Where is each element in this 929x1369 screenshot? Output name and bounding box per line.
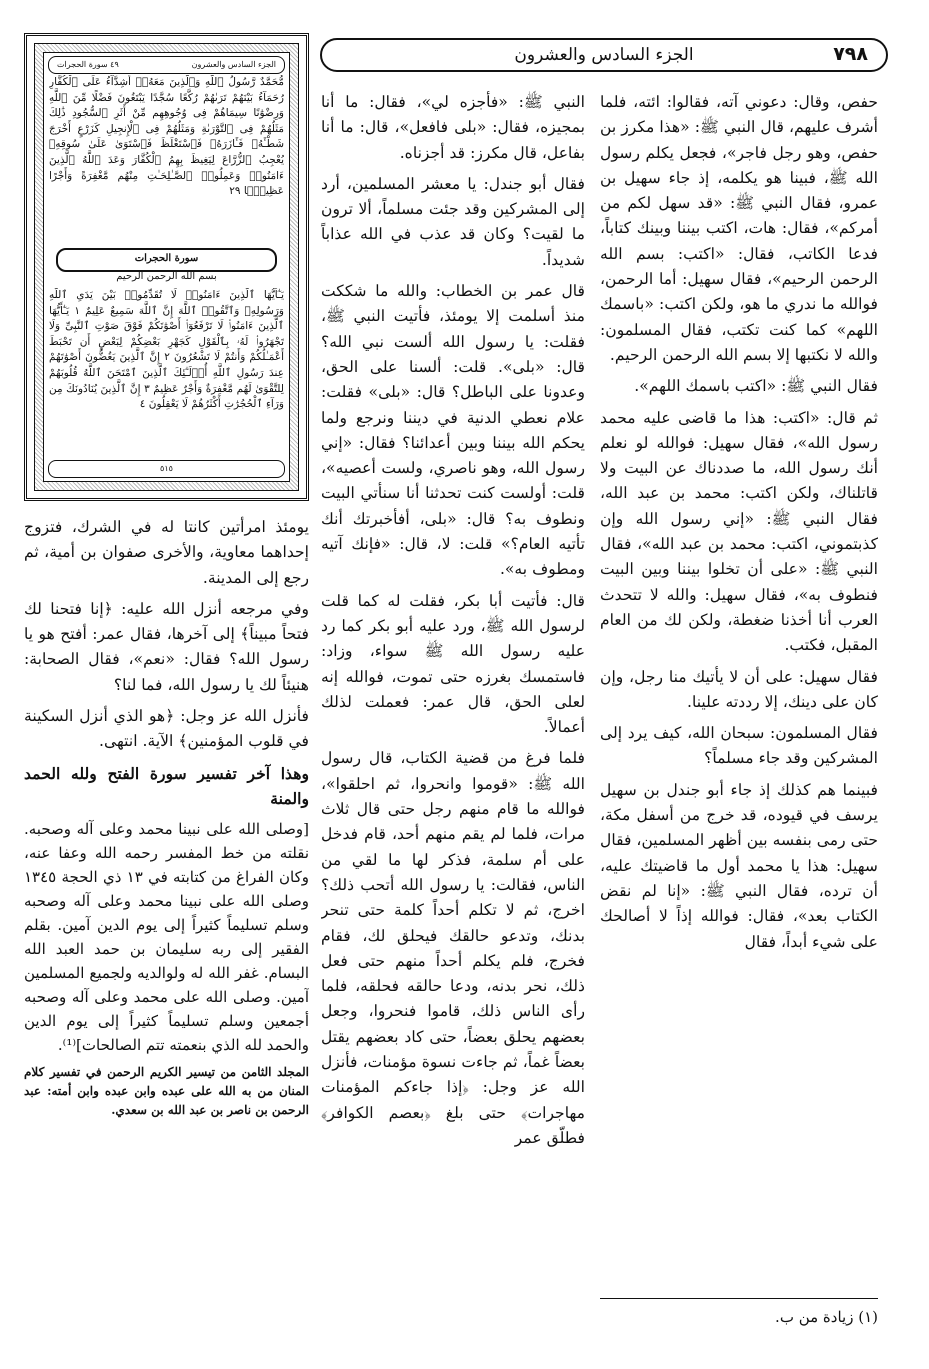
paragraph: فأنزل الله عز وجل: ﴿هو الذي أنزل السكينة في قلوب المؤمنين﴾ الآية. انتهى. xyxy=(24,707,309,751)
paragraph: ثم قال: «اكتب: هذا ما قاضى عليه محمد رسول الله»، فقال سهيل: فوالله لو نعلم أنك رسول الله، ما صددناك عن البيت ولا قاتلناك، ولكن اكتب: محمد بن عبد الله، فقال النبي ﷺ: «إني رسول الله وإن كذبتموني، اكتب: محمد بن عبد الله»، فقال النبي ﷺ: «على أن تخلوا بيننا وبين البيت فنطوف به»، فقال سهيل: والله لا تتحدث العرب أنا أخذنا ضغطة، ولكن لك من العام المقبل، فكتب. xyxy=(600,408,878,655)
surah-closing-heading: وهذا آخر تفسير سورة الفتح ولله الحمد والمنة xyxy=(24,763,309,808)
mushaf-surah-label: ٤٩ سورة الحجرات xyxy=(57,60,119,69)
mushaf-header-band xyxy=(48,56,285,74)
mushaf-border-ornament xyxy=(34,43,299,491)
paragraph: فقال أبو جندل: يا معشر المسلمين، أرد إلى المشركين وقد جئت مسلماً، ألا ترون ما لقيت؟ وكان قد عذب في الله عذاباً شديداً. xyxy=(321,174,585,269)
text-column-middle xyxy=(321,90,585,1345)
page-header xyxy=(320,38,888,72)
footnote: (١) زيادة من ب. xyxy=(775,1308,878,1326)
paragraph: فلما فرغ من قضية الكتاب، قال رسول الله ﷺ: «قوموا وانحروا، ثم احلقوا»، فوالله ما قام منهم رجل حتى قال ثلاث مرات، فلما لم يقم منهم أحد، قام فدخل على أم سلمة، فذكر لها ما لقي من الناس، فقالت: يا رسول الله أتحب ذلك؟ اخرج، ثم لا تكلم أحداً كلمة حتى تنحر بدنك، وتدعو حالقك فيحلق لك، فقام فخرج، فلم يكلم أحداً منهم حتى فعل ذلك، نحر بدنه، ودعا حالقه فحلقه، فلما رأى الناس ذلك، قاموا فنحروا، وجعل بعضهم يحلق بعضاً، حتى كاد بعضهم يقتل بعضاً غماً، ثم جاءت نسوة مؤمنات، فأنزل الله عز وجل: ﴿إذا جاءكم المؤمنات مهاجرات﴾ حتى بلغ ﴿بعصم الكوافر﴾ فطلّق عمر xyxy=(321,749,585,1147)
paragraph: فقال سهيل: على أن لا يأتيك منا رجل، وإن كان على دينك، إلا رددته علينا. xyxy=(600,667,878,711)
basmala: بسم الله الرحمن الرحيم xyxy=(116,271,217,282)
mushaf-page xyxy=(43,52,290,482)
page-number: ٧٩٨ xyxy=(833,43,868,65)
paragraph: يومئذ امرأتين كانتا له في الشرك، فتزوج إحداهما معاوية، والأخرى صفوان بن أمية، ثم رجع إلى المدينة. xyxy=(24,518,309,587)
paragraph: فقال المسلمون: سبحان الله، كيف يرد إلى المشركين وقد جاء مسلماً؟ xyxy=(600,724,878,768)
paragraph: حفص، وقال: دعوني آته، فقالوا: ائته، فلما أشرف عليهم، قال النبي ﷺ: «هذا مكرز بن حفص، وهو رجل فاجر»، فجعل يكلم رسول الله ﷺ، فبينا هو يكلمه، إذ جاء سهيل بن عمرو، فقال النبي ﷺ: «قد سهل لكم من أمركم»، فقال: هات، اكتب بيننا وبينك كتاباً، فدعا الكاتب، فقال: «اكتب: بسم الله الرحمن الرحيم»، فقال سهيل: أما الرحمن، فوالله ما ندري ما هو، ولكن اكتب: «باسمك اللهم» كما كنت تكتب، فقال المسلمون: والله لا نكتبها إلا بسم الله الرحمن الرحيم. xyxy=(600,93,878,364)
part-title: الجزء السادس والعشرون xyxy=(514,45,694,65)
mushaf-page-number: ٥١٥ xyxy=(48,460,285,478)
text-column-left xyxy=(24,515,309,1290)
mushaf-verses-hujurat: يَـٰٓأَيُّهَا ٱلَّذِينَ ءَامَنُوا۟ لَا تُقَدِّمُوا۟ بَيْنَ يَدَىِ ٱللَّهِ وَرَسُولِهِۦ وَٱتَّقُوا۟ ٱللَّهَ إِنَّ ٱللَّهَ سَمِيعٌ عَلِيمٌ ١ يَـٰٓأَيُّهَا ٱلَّذِينَ ءَامَنُوا۟ لَا تَرْفَعُوٓا۟ أَصْوَٰتَكُمْ فَوْقَ صَوْتِ ٱلنَّبِىِّ وَلَا تَجْهَرُوا۟ لَهُۥ بِٱلْقَوْلِ كَجَهْرِ بَعْضِكُمْ لِبَعْضٍ أَن تَحْبَطَ أَعْمَـٰلُكُمْ وَأَنتُمْ لَا تَشْعُرُونَ ٢ إِنَّ ٱلَّذِينَ يَغُضُّونَ أَصْوَٰتَهُمْ عِندَ رَسُولِ ٱللَّهِ أُو۟لَـٰٓئِكَ ٱلَّذِينَ ٱمْتَحَنَ ٱللَّهُ قُلُوبَهُمْ لِلتَّقْوَىٰ لَهُم مَّغْفِرَةٌ وَأَجْرٌ عَظِيمٌ ٣ إِنَّ ٱلَّذِينَ يُنَادُونَكَ مِن وَرَآءِ ٱلْحُجُرَٰتِ أَكْثَرُهُمْ لَا يَعْقِلُونَ ٤ xyxy=(49,289,284,411)
text-column-right xyxy=(600,90,878,1285)
paragraph: وفي مرجعه أنزل الله عليه: ﴿إنا فتحنا لك فتحاً مبيناً﴾ إلى آخرها، فقال عمر: أفتح هو يا رسول الله؟ فقال: «نعم»، فقال الصحابة: هنيئاً لك يا رسول الله، فما لنا؟ xyxy=(24,599,309,694)
surah-title-frame: سورة الحجرات xyxy=(56,248,277,272)
paragraph: قال: فأتيت أبا بكر، فقلت له كما قلت لرسول الله ﷺ، ورد عليه أبو بكر كما رد عليه رسول الله ﷺ سواء، وزاد: فاستمسك بغرزه حتى تموت، فوالله إنه لعلى الحق، قال عمر: فعملت لذلك أعمالاً. xyxy=(321,591,585,737)
paragraph: النبي ﷺ: «فأجزه لي»، فقال: ما أنا بمجيزه، فقال: «بلى فافعل»، قال: ما أنا بفاعل، قال مكرز: قد أجزناه. xyxy=(321,93,585,162)
footnote-divider xyxy=(600,1298,878,1299)
mushaf-verses-fath: مُّحَمَّدٌ رَّسُولُ ٱللَّهِ وَٱلَّذِينَ مَعَهُۥٓ أَشِدَّآءُ عَلَى ٱلْكُفَّارِ رُحَمَآءُ بَيْنَهُمْ تَرَىٰهُمْ رُكَّعًا سُجَّدًا يَبْتَغُونَ فَضْلًا مِّنَ ٱللَّهِ وَرِضْوَٰنًا سِيمَاهُمْ فِى وُجُوهِهِم مِّنْ أَثَرِ ٱلسُّجُودِ ذَٰلِكَ مَثَلُهُمْ فِى ٱلتَّوْرَىٰةِ وَمَثَلُهُمْ فِى ٱلْإِنجِيلِ كَزَرْعٍ أَخْرَجَ شَطْـَٔهُۥ فَـَٔازَرَهُۥ فَٱسْتَغْلَظَ فَٱسْتَوَىٰ عَلَىٰ سُوقِهِۦ يُعْجِبُ ٱلزُّرَّاعَ لِيَغِيظَ بِهِمُ ٱلْكُفَّارَ وَعَدَ ٱللَّهُ ٱلَّذِينَ ءَامَنُوا۟ وَعَمِلُوا۟ ٱلصَّـٰلِحَـٰتِ مِنْهُم مَّغْفِرَةً وَأَجْرًا عَظِيمًۢا ٢٩ xyxy=(49,76,284,198)
paragraph: فقال النبي ﷺ: «اكتب باسمك اللهم». xyxy=(634,377,878,396)
paragraph: فبينما هم كذلك إذ جاء أبو جندل بن سهيل يرسف في قيوده، قد خرج من أسفل مكة، حتى رمى بنفسه بين أظهر المسلمين، فقال سهيل: هذا يا محمد أول ما قاضيتك عليه، أن ترده، فقال النبي ﷺ: «إنا لم نقض الكتاب بعد»، فقال: فوالله إذاً لا أصالحك على شيء أبداً، فقال xyxy=(600,780,878,951)
paragraph: قال عمر بن الخطاب: والله ما شككت منذ أسلمت إلا يومئذ، فأتيت النبي ﷺ، فقلت: يا رسول الله ألست نبي الله؟ قال: «بلى». قلت: ألسنا على الحق، وعدونا على الباطل؟ قال: «بلى» فقلت: علام نعطي الدنية في ديننا ونرجع ولما يحكم الله بيننا وبين أعدائنا؟ فقال: «إني رسول الله، وهو ناصري، ولست أعصيه»، قلت: أولست كنت تحدثنا أنا سنأتي البيت ونطوف به؟ قال: «بلى، أفأخبرتك أنك تأتيه العام؟» قلت: لا، قال: «فإنك آتيه ومطوف به». xyxy=(321,282,585,579)
colophon: [وصلى الله على نبينا محمد وعلى آله وصحبه. نقلته من خط المفسر رحمه الله وعفا عنه، وكان الفراغ من كتابته في ١٣ ذي الحجة ١٣٤٥ وصلى الله على نبينا محمد وعلى آله وصحبه وسلم تسليماً كثيراً إلى يوم الدين آمين. بقلم الفقير إلى ربه سليمان بن حمد العبد الله البسام. غفر الله له ولوالديه ولجميع المسلمين آمين. وصلى الله على محمد وعلى آله وصحبه أجمعين وسلم تسليماً كثيراً إلى يوم الدين والحمد لله الذي بنعمته تتم الصالحات]⁽¹⁾. xyxy=(24,820,309,1055)
mushaf-page-image xyxy=(24,33,309,501)
mushaf-juz-label: الجزء السادس والعشرون xyxy=(191,60,276,69)
volume-note: المجلد الثامن من تيسير الكريم الرحمن في تفسير كلام المنان من به الله على عبده وابن عبده وابن أمته: عبد الرحمن بن ناصر بن عبد الله بن سعدي. xyxy=(24,1065,309,1118)
